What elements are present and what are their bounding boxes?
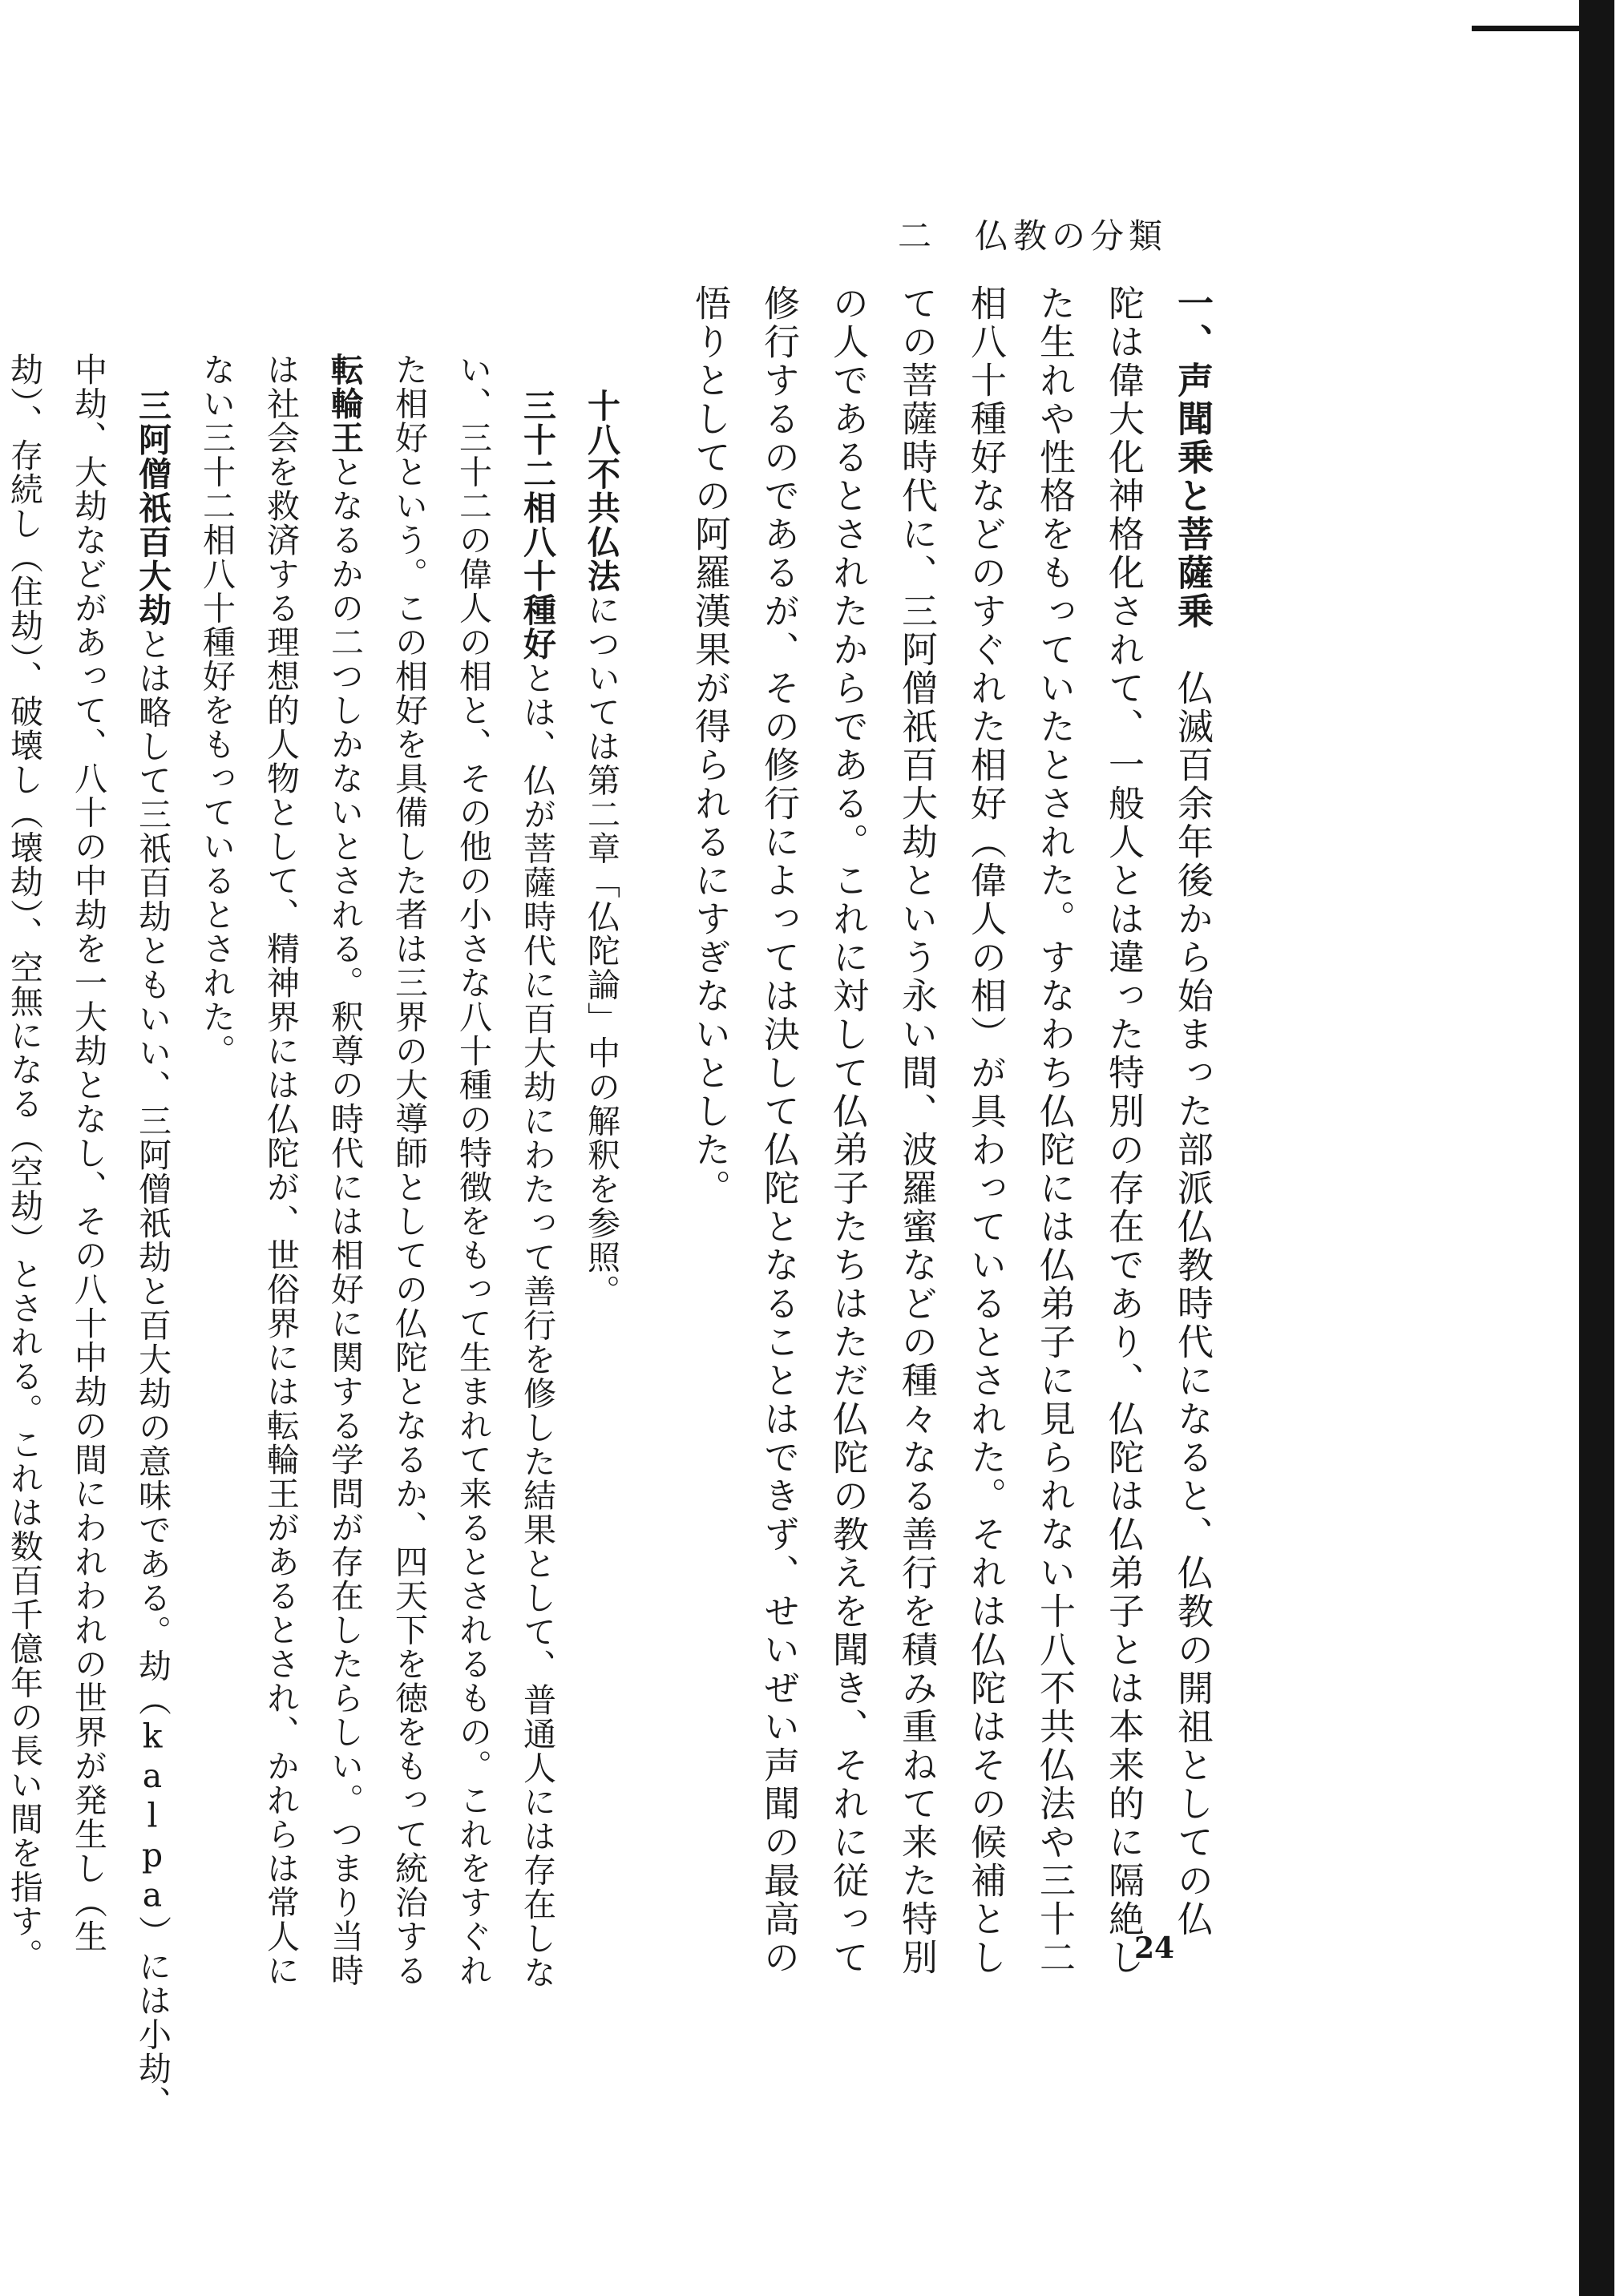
main-line <box>813 284 882 2128</box>
scan-corner-line <box>1472 26 1582 31</box>
main-line <box>951 284 1020 2128</box>
main-line <box>1089 284 1157 2128</box>
note-term: 三十二相八十種好 <box>518 389 556 661</box>
note-line <box>441 353 505 2100</box>
main-line-text: 修行するのであるが、その修行によっては決して仏陀となることはできず、せいぜい声聞の最高の <box>757 284 800 1977</box>
note-term: 十八不共仏法 <box>582 389 620 593</box>
main-line-text: の人であるとされたからである。これに対して仏弟子たちはただ仏陀の教えを聞き、それに従って <box>826 284 869 1977</box>
note-text: ない三十二相八十種好をもっているとされた。 <box>197 353 236 1068</box>
main-line-text: 仏滅百余年後から始まった部派仏教時代になると、仏教の開祖としての仏 <box>1171 631 1214 1939</box>
main-line-text: 陀は偉大化神格化されて、一般人とは違った特別の存在であり、仏陀は仏弟子とは本来的に隔絶し <box>1102 284 1145 1977</box>
main-line-text: ての菩薩時代に、三阿僧祇百大劫という永い間、波羅蜜などの種々なる善行を積み重ねて来た特別 <box>895 284 938 1977</box>
note-text: とは、仏が菩薩時代に百大劫にわたって善行を修した結果として、普通人には存在しな <box>518 661 556 1990</box>
note-text: となるかの二つしかないとされる。釈尊の時代には相好に関する学問が存在したらしい。つまり当時 <box>325 454 364 1987</box>
main-line <box>882 284 951 2128</box>
main-line-text: た生れや性格をもっていたとされた。すなわち仏陀には仏弟子に見られない十八不共仏法や三十二 <box>1033 284 1076 1977</box>
scan-corner-mark <box>1589 18 1605 22</box>
scan-edge-bar <box>1579 0 1614 2296</box>
note-line <box>120 353 184 2120</box>
note-line <box>313 353 377 2100</box>
note-text: た相好という。この相好を具備した者は三界の大導師としての仏陀となるか、四天下を徳をもって統治する <box>390 353 428 1987</box>
note-text: 中劫、大劫などがあって、八十の中劫を一大劫となし、その八十中劫の間にわれわれの世界が発生し（生 <box>69 353 107 1954</box>
main-line <box>675 284 744 2128</box>
main-line-text: 悟りとしての阿羅漢果が得られるにすぎないとした。 <box>689 284 731 1208</box>
main-line <box>1020 284 1089 2128</box>
running-head: 二 仏教の分類 <box>898 216 1168 256</box>
main-line <box>744 284 813 2128</box>
note-line <box>569 353 633 2100</box>
section-heading: 一、声聞乗と菩薩乗 <box>1171 284 1214 631</box>
page-number: 24 <box>1133 1931 1175 1965</box>
note-text: は社会を救済する理想的人物として、精神界には仏陀が、世俗界には転輪王があるとされ、かれらは常人に <box>261 353 300 1987</box>
note-line <box>56 353 120 2100</box>
note-text: 劫）、存続し（住劫）、破壊し（壊劫）、空無になる（空劫）とされる。これは数百千億年の長い間を指す。 <box>5 353 43 1972</box>
note-term: 転輪王 <box>325 353 364 455</box>
note-line <box>248 353 313 2100</box>
note-term: 三阿僧祇百大劫 <box>133 389 172 627</box>
main-section <box>665 284 1226 2128</box>
note-line <box>0 353 56 2100</box>
note-text: とは略して三祇百劫ともいい、三阿僧祇劫と百大劫の意味である。劫（kalpa）には小劫、 <box>133 627 172 2120</box>
notes-section <box>5 353 633 2120</box>
note-text: については第二章「仏陀論」中の解釈を参照。 <box>582 593 620 1309</box>
note-line <box>184 353 248 2100</box>
note-line <box>377 353 441 2100</box>
main-line-text: 相八十種好などのすぐれた相好（偉人の相）が具わっているとされた。それは仏陀はその候補とし <box>964 284 1007 1977</box>
note-text: い、三十二の偉人の相と、その他の小さな八十種の特徴をもって生まれて来るとされるもの。これをすぐれ <box>454 353 492 1987</box>
main-line <box>1157 284 1226 2128</box>
note-line <box>505 353 569 2100</box>
